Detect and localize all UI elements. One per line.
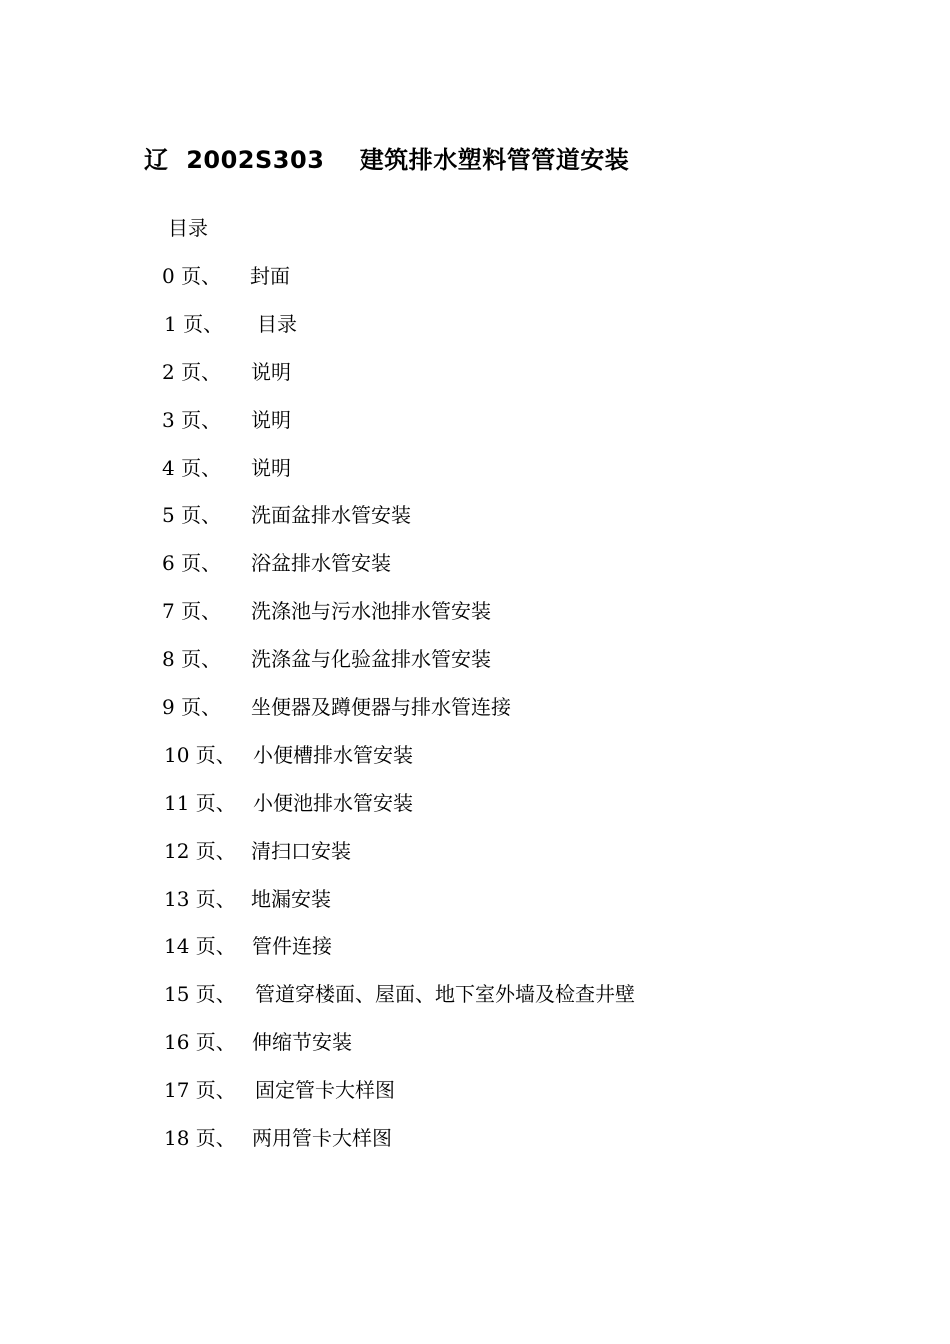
toc-item bbox=[0, 406, 950, 454]
toc-entry-title: 坐便器及蹲便器与排水管连接 bbox=[251, 695, 511, 720]
toc-item bbox=[0, 358, 950, 406]
toc-item bbox=[0, 597, 950, 645]
toc-entry-title: 伸缩节安装 bbox=[252, 1030, 352, 1055]
toc-entry-title: 管件连接 bbox=[252, 934, 332, 959]
toc-item bbox=[0, 837, 950, 885]
toc-page-number: 6 页、 bbox=[162, 551, 222, 576]
toc-page-number: 0 页、 bbox=[162, 264, 222, 288]
toc-page-number: 1 页、 bbox=[164, 311, 224, 336]
toc-item bbox=[0, 1124, 950, 1172]
toc-entry-title: 目录 bbox=[257, 311, 297, 336]
toc-entry-title: 说明 bbox=[251, 455, 291, 480]
toc-page-number: 14 页、 bbox=[164, 934, 236, 959]
toc-entry-title: 洗涤池与污水池排水管安装 bbox=[251, 599, 491, 624]
toc-entry-title: 浴盆排水管安装 bbox=[251, 551, 391, 576]
toc-page-number: 16 页、 bbox=[164, 1030, 236, 1055]
toc-entry-title: 小便槽排水管安装 bbox=[253, 742, 413, 767]
toc-page-number: 11 页、 bbox=[164, 790, 236, 815]
toc-page-number: 8 页、 bbox=[162, 647, 222, 672]
toc-item bbox=[0, 310, 950, 358]
toc-entry-title: 洗涤盆与化验盆排水管安装 bbox=[251, 647, 491, 672]
toc-entry-title: 说明 bbox=[251, 359, 291, 384]
toc-item bbox=[0, 549, 950, 597]
toc-entry-title: 封面 bbox=[250, 264, 290, 288]
toc-page-number: 3 页、 bbox=[162, 407, 222, 432]
toc-entry-title: 固定管卡大样图 bbox=[255, 1078, 395, 1103]
toc-page-number: 15 页、 bbox=[164, 982, 236, 1007]
toc-entry-title: 地漏安装 bbox=[251, 886, 331, 911]
toc-entry-title: 洗面盆排水管安装 bbox=[251, 503, 411, 528]
toc-item bbox=[0, 1028, 950, 1076]
toc-page-number: 12 页、 bbox=[164, 838, 236, 863]
toc-page-number: 4 页、 bbox=[162, 455, 222, 480]
toc-entry-title: 两用管卡大样图 bbox=[252, 1126, 392, 1151]
toc-list bbox=[0, 262, 950, 1172]
toc-page-number: 7 页、 bbox=[162, 599, 222, 624]
toc-item bbox=[0, 501, 950, 549]
toc-entry-title: 小便池排水管安装 bbox=[253, 790, 413, 815]
toc-entry-title: 管道穿楼面、屋面、地下室外墙及检查井壁 bbox=[255, 982, 635, 1007]
toc-entry-title: 清扫口安装 bbox=[251, 838, 351, 863]
toc-item bbox=[0, 262, 950, 310]
toc-page-number: 17 页、 bbox=[164, 1078, 236, 1103]
toc-item bbox=[0, 741, 950, 789]
toc-item bbox=[0, 932, 950, 980]
toc-page-number: 13 页、 bbox=[164, 886, 236, 911]
document-title: 辽 2002S303 建筑排水塑料管管道安装 bbox=[144, 146, 630, 174]
toc-entry-title: 说明 bbox=[251, 407, 291, 432]
toc-page-number: 2 页、 bbox=[162, 359, 222, 384]
toc-page-number: 5 页、 bbox=[162, 503, 222, 528]
toc-page-number: 9 页、 bbox=[162, 695, 222, 720]
toc-page-number: 10 页、 bbox=[164, 742, 236, 767]
toc-item bbox=[0, 980, 950, 1028]
toc-item bbox=[0, 789, 950, 837]
toc-heading: 目录 bbox=[168, 216, 208, 240]
toc-item bbox=[0, 645, 950, 693]
toc-page-number: 18 页、 bbox=[164, 1126, 236, 1151]
toc-item bbox=[0, 693, 950, 741]
toc-item bbox=[0, 454, 950, 502]
toc-item bbox=[0, 1076, 950, 1124]
toc-item bbox=[0, 885, 950, 933]
